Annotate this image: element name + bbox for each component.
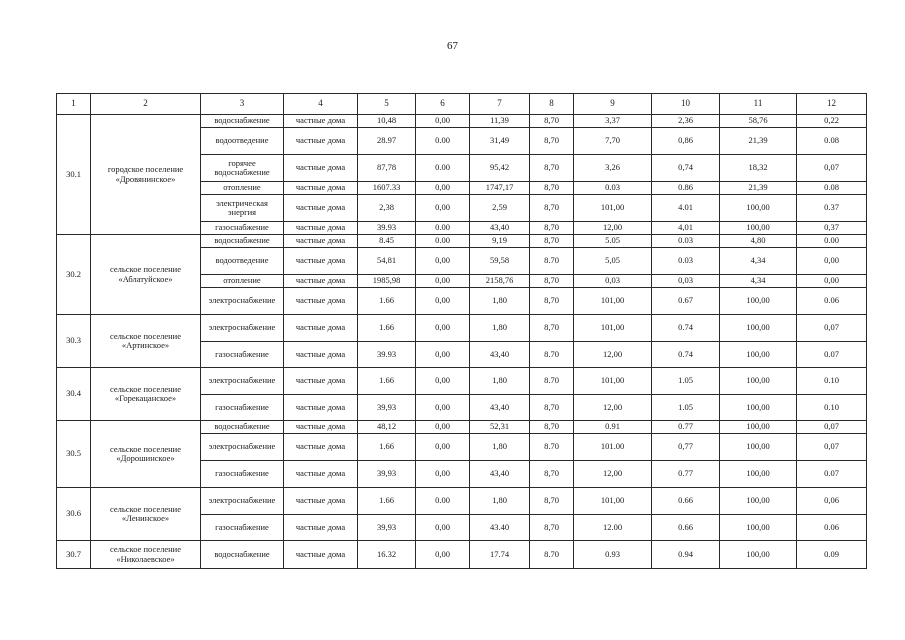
value-cell: 8,70 [530, 235, 574, 248]
service-name: водоснабжение [201, 235, 284, 248]
settlement-name: сельское поселение «Аблатуйское» [91, 235, 201, 315]
service-name: горячее водоснабжение [201, 155, 284, 182]
value-cell: 0,74 [652, 155, 720, 182]
service-name: водоснабжение [201, 115, 284, 128]
value-cell: 100,00 [720, 195, 797, 222]
column-number: 10 [652, 94, 720, 115]
service-name: электроснабжение [201, 368, 284, 395]
value-cell: 100,00 [720, 315, 797, 342]
service-name: электроснабжение [201, 315, 284, 342]
value-cell: 7,70 [574, 128, 652, 155]
value-cell: 0,00 [416, 421, 470, 434]
building-type: частные дома [284, 155, 358, 182]
value-cell: 0.66 [652, 515, 720, 541]
building-type: частные дома [284, 115, 358, 128]
service-name: электрическая энергия [201, 195, 284, 222]
column-number-row [57, 94, 867, 115]
building-type: частные дома [284, 288, 358, 315]
value-cell: 0.93 [574, 541, 652, 569]
value-cell: 101,00 [574, 315, 652, 342]
tariff-table [56, 93, 867, 569]
value-cell: 3,26 [574, 155, 652, 182]
value-cell: 8,70 [530, 315, 574, 342]
value-cell: 0.77 [652, 421, 720, 434]
service-name: газоснабжение [201, 395, 284, 421]
value-cell: 12,00 [574, 461, 652, 488]
value-cell: 0,03 [652, 275, 720, 288]
row-code: 30.5 [57, 421, 91, 488]
value-cell: 0.37 [797, 195, 867, 222]
value-cell: 8,70 [530, 488, 574, 515]
value-cell: 52,31 [470, 421, 530, 434]
value-cell: 1.05 [652, 368, 720, 395]
value-cell: 12.00 [574, 515, 652, 541]
value-cell: 8,70 [530, 288, 574, 315]
value-cell: 100,00 [720, 288, 797, 315]
value-cell: 0.77 [652, 461, 720, 488]
value-cell: 0.08 [797, 182, 867, 195]
service-name: электроснабжение [201, 434, 284, 461]
building-type: частные дома [284, 515, 358, 541]
value-cell: 0,07 [797, 421, 867, 434]
value-cell: 0.03 [652, 248, 720, 275]
value-cell: 0,07 [797, 315, 867, 342]
value-cell: 43,40 [470, 461, 530, 488]
value-cell: 21,39 [720, 182, 797, 195]
value-cell: 8,70 [530, 395, 574, 421]
value-cell: 18,32 [720, 155, 797, 182]
value-cell: 0,37 [797, 222, 867, 235]
value-cell: 54,81 [358, 248, 416, 275]
value-cell: 8,70 [530, 115, 574, 128]
value-cell: 0,07 [797, 434, 867, 461]
value-cell: 0,00 [416, 275, 470, 288]
value-cell: 0.06 [797, 515, 867, 541]
row-code: 30.3 [57, 315, 91, 368]
value-cell: 11,39 [470, 115, 530, 128]
value-cell: 0,22 [797, 115, 867, 128]
table-row [57, 368, 867, 395]
value-cell: 8.70 [530, 368, 574, 395]
value-cell: 1.66 [358, 368, 416, 395]
value-cell: 2,38 [358, 195, 416, 222]
value-cell: 0,00 [416, 434, 470, 461]
value-cell: 1985,98 [358, 275, 416, 288]
value-cell: 87,78 [358, 155, 416, 182]
value-cell: 5.05 [574, 235, 652, 248]
service-name: отопление [201, 275, 284, 288]
value-cell: 1,80 [470, 368, 530, 395]
service-name: электроснабжение [201, 488, 284, 515]
table-row [57, 541, 867, 569]
column-number: 8 [530, 94, 574, 115]
value-cell: 0.86 [652, 182, 720, 195]
building-type: частные дома [284, 315, 358, 342]
value-cell: 4.01 [652, 195, 720, 222]
value-cell: 39,93 [358, 515, 416, 541]
value-cell: 101,00 [574, 488, 652, 515]
value-cell: 1,80 [470, 288, 530, 315]
row-code: 30.1 [57, 115, 91, 235]
value-cell: 0.00 [797, 235, 867, 248]
value-cell: 0.07 [797, 461, 867, 488]
value-cell: 0,77 [652, 434, 720, 461]
value-cell: 100,00 [720, 541, 797, 569]
value-cell: 0,06 [797, 488, 867, 515]
table-row [57, 421, 867, 434]
row-code: 30.6 [57, 488, 91, 541]
value-cell: 0,00 [416, 368, 470, 395]
column-number: 9 [574, 94, 652, 115]
value-cell: 0.10 [797, 395, 867, 421]
building-type: частные дома [284, 275, 358, 288]
value-cell: 28.97 [358, 128, 416, 155]
value-cell: 8.70 [530, 541, 574, 569]
value-cell: 8,70 [530, 222, 574, 235]
building-type: частные дома [284, 368, 358, 395]
settlement-name: сельское поселение «Дорошинское» [91, 421, 201, 488]
value-cell: 12,00 [574, 222, 652, 235]
page-number: 67 [447, 40, 458, 52]
value-cell: 8,70 [530, 515, 574, 541]
value-cell: 12,00 [574, 342, 652, 368]
value-cell: 39,93 [358, 461, 416, 488]
value-cell: 0.06 [797, 288, 867, 315]
value-cell: 100,00 [720, 461, 797, 488]
value-cell: 2,59 [470, 195, 530, 222]
value-cell: 3,37 [574, 115, 652, 128]
value-cell: 4,80 [720, 235, 797, 248]
value-cell: 100,00 [720, 421, 797, 434]
value-cell: 58,76 [720, 115, 797, 128]
value-cell: 1,80 [470, 315, 530, 342]
value-cell: 8,70 [530, 155, 574, 182]
building-type: частные дома [284, 461, 358, 488]
table-row [57, 235, 867, 248]
building-type: частные дома [284, 248, 358, 275]
value-cell: 0.03 [652, 235, 720, 248]
column-number: 7 [470, 94, 530, 115]
value-cell: 101.00 [574, 434, 652, 461]
value-cell: 43,40 [470, 222, 530, 235]
building-type: частные дома [284, 235, 358, 248]
value-cell: 59,58 [470, 248, 530, 275]
settlement-name: сельское поселение «Артинское» [91, 315, 201, 368]
building-type: частные дома [284, 128, 358, 155]
value-cell: 1.66 [358, 315, 416, 342]
value-cell: 2158,76 [470, 275, 530, 288]
building-type: частные дома [284, 488, 358, 515]
value-cell: 100,00 [720, 515, 797, 541]
value-cell: 0,00 [416, 288, 470, 315]
value-cell: 0,00 [416, 515, 470, 541]
building-type: частные дома [284, 541, 358, 569]
value-cell: 1.66 [358, 288, 416, 315]
value-cell: 0.91 [574, 421, 652, 434]
value-cell: 8,70 [530, 128, 574, 155]
value-cell: 0.03 [574, 182, 652, 195]
settlement-name: сельское поселение «Ленинское» [91, 488, 201, 541]
value-cell: 31,49 [470, 128, 530, 155]
column-number: 6 [416, 94, 470, 115]
column-number: 2 [91, 94, 201, 115]
building-type: частные дома [284, 421, 358, 434]
service-name: водоотведение [201, 248, 284, 275]
value-cell: 0.74 [652, 342, 720, 368]
table-row [57, 315, 867, 342]
value-cell: 17.74 [470, 541, 530, 569]
column-number: 4 [284, 94, 358, 115]
value-cell: 1747,17 [470, 182, 530, 195]
service-name: водоотведение [201, 128, 284, 155]
building-type: частные дома [284, 222, 358, 235]
value-cell: 0,00 [416, 461, 470, 488]
value-cell: 0,00 [797, 248, 867, 275]
value-cell: 0,00 [416, 182, 470, 195]
value-cell: 0.09 [797, 541, 867, 569]
value-cell: 0,00 [416, 115, 470, 128]
value-cell: 12,00 [574, 395, 652, 421]
value-cell: 0,03 [574, 275, 652, 288]
value-cell: 4,34 [720, 275, 797, 288]
value-cell: 8,70 [530, 195, 574, 222]
value-cell: 0.94 [652, 541, 720, 569]
value-cell: 101,00 [574, 288, 652, 315]
value-cell: 4,01 [652, 222, 720, 235]
value-cell: 39.93 [358, 342, 416, 368]
column-number: 1 [57, 94, 91, 115]
value-cell: 43.40 [470, 515, 530, 541]
value-cell: 0.00 [416, 155, 470, 182]
row-code: 30.4 [57, 368, 91, 421]
value-cell: 8.45 [358, 235, 416, 248]
value-cell: 1.66 [358, 488, 416, 515]
service-name: водоснабжение [201, 421, 284, 434]
column-number: 5 [358, 94, 416, 115]
value-cell: 0.07 [797, 342, 867, 368]
value-cell: 100,00 [720, 222, 797, 235]
value-cell: 8.70 [530, 434, 574, 461]
value-cell: 1.66 [358, 434, 416, 461]
value-cell: 0.67 [652, 288, 720, 315]
value-cell: 0.10 [797, 368, 867, 395]
value-cell: 100,00 [720, 368, 797, 395]
value-cell: 8,70 [530, 461, 574, 488]
value-cell: 43,40 [470, 395, 530, 421]
service-name: газоснабжение [201, 342, 284, 368]
value-cell: 0,00 [416, 342, 470, 368]
value-cell: 2,36 [652, 115, 720, 128]
settlement-name: городское поселение «Дровянинское» [91, 115, 201, 235]
value-cell: 100,00 [720, 342, 797, 368]
value-cell: 0.00 [416, 235, 470, 248]
settlement-name: сельское поселение «Николаевское» [91, 541, 201, 569]
value-cell: 0,86 [652, 128, 720, 155]
value-cell: 0.08 [797, 128, 867, 155]
value-cell: 4,34 [720, 248, 797, 275]
service-name: газоснабжение [201, 461, 284, 488]
value-cell: 1,80 [470, 434, 530, 461]
building-type: частные дома [284, 434, 358, 461]
value-cell: 0,07 [797, 155, 867, 182]
value-cell: 0,00 [416, 541, 470, 569]
value-cell: 8,70 [530, 421, 574, 434]
building-type: частные дома [284, 195, 358, 222]
value-cell: 48,12 [358, 421, 416, 434]
value-cell: 8,70 [530, 275, 574, 288]
value-cell: 0.00 [416, 488, 470, 515]
service-name: электроснабжение [201, 288, 284, 315]
value-cell: 43,40 [470, 342, 530, 368]
value-cell: 8.70 [530, 248, 574, 275]
service-name: водоснабжение [201, 541, 284, 569]
building-type: частные дома [284, 395, 358, 421]
value-cell: 10,48 [358, 115, 416, 128]
value-cell: 0.00 [416, 128, 470, 155]
value-cell: 8,70 [530, 182, 574, 195]
service-name: газоснабжение [201, 222, 284, 235]
value-cell: 0.66 [652, 488, 720, 515]
value-cell: 101,00 [574, 368, 652, 395]
value-cell: 95,42 [470, 155, 530, 182]
value-cell: 5,05 [574, 248, 652, 275]
table-row [57, 115, 867, 128]
value-cell: 1,80 [470, 488, 530, 515]
row-code: 30.7 [57, 541, 91, 569]
table-row [57, 488, 867, 515]
service-name: газоснабжение [201, 515, 284, 541]
column-number: 3 [201, 94, 284, 115]
value-cell: 0,00 [416, 195, 470, 222]
value-cell: 100,00 [720, 488, 797, 515]
value-cell: 101,00 [574, 195, 652, 222]
value-cell: 100,00 [720, 395, 797, 421]
column-number: 11 [720, 94, 797, 115]
value-cell: 0.00 [416, 222, 470, 235]
row-code: 30.2 [57, 235, 91, 315]
value-cell: 21,39 [720, 128, 797, 155]
value-cell: 9,19 [470, 235, 530, 248]
value-cell: 0,00 [797, 275, 867, 288]
building-type: частные дома [284, 342, 358, 368]
service-name: отопление [201, 182, 284, 195]
building-type: частные дома [284, 182, 358, 195]
value-cell: 39.93 [358, 222, 416, 235]
value-cell: 16.32 [358, 541, 416, 569]
settlement-name: сельское поселение «Горекацанское» [91, 368, 201, 421]
value-cell: 1607.33 [358, 182, 416, 195]
value-cell: 39,93 [358, 395, 416, 421]
value-cell: 0,00 [416, 395, 470, 421]
value-cell: 0,00 [416, 248, 470, 275]
value-cell: 0,00 [416, 315, 470, 342]
column-number: 12 [797, 94, 867, 115]
value-cell: 0.74 [652, 315, 720, 342]
value-cell: 100,00 [720, 434, 797, 461]
value-cell: 1.05 [652, 395, 720, 421]
value-cell: 8.70 [530, 342, 574, 368]
